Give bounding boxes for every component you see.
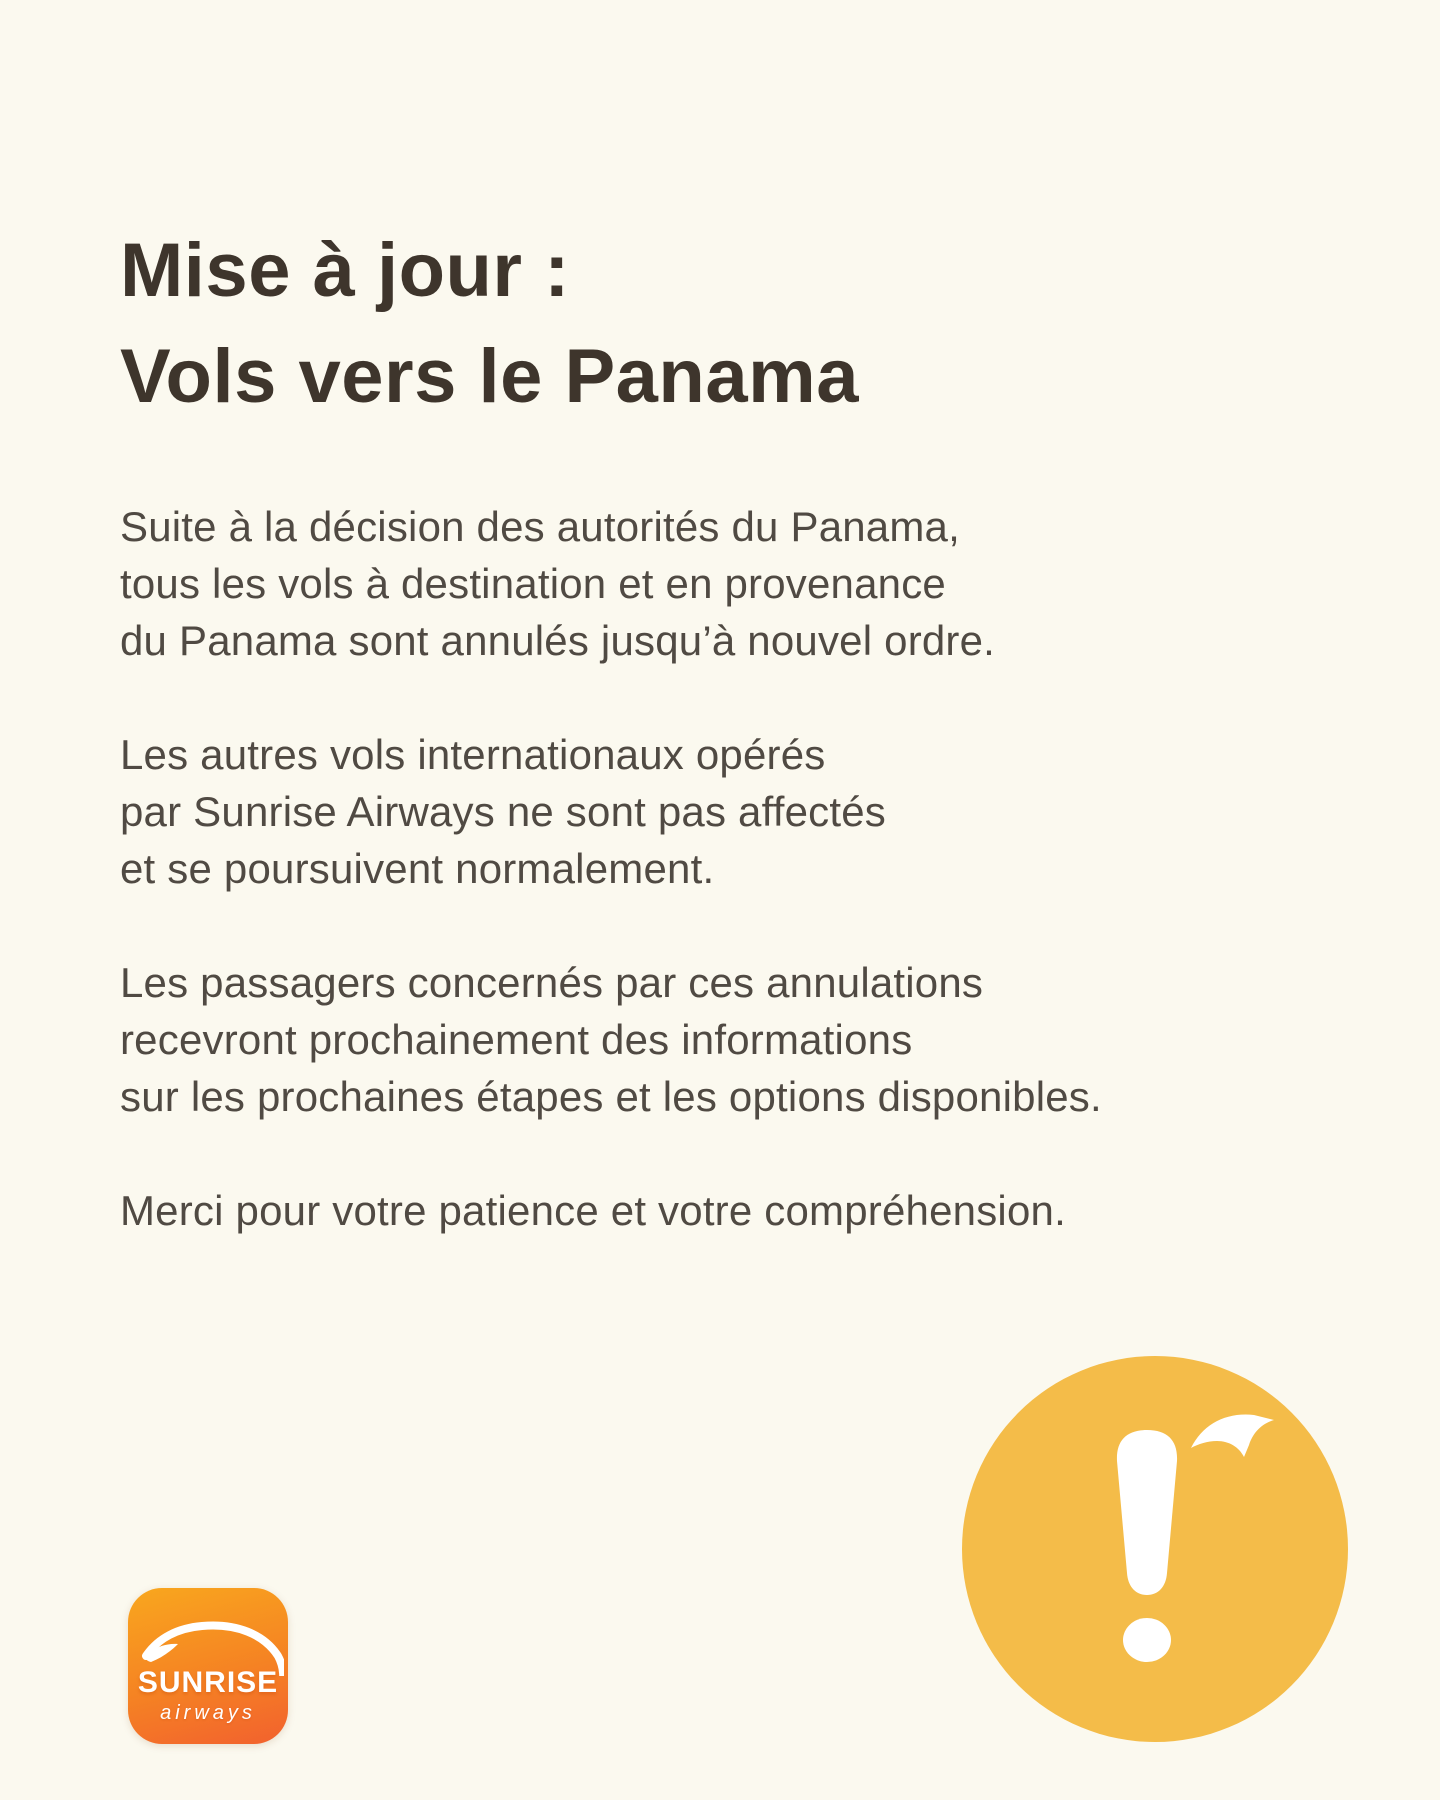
title-line-1: Mise à jour : bbox=[120, 228, 570, 313]
page-title bbox=[120, 218, 859, 430]
body-line: par Sunrise Airways ne sont pas affectés bbox=[120, 788, 886, 835]
body-line: Merci pour votre patience et votre compréhension. bbox=[120, 1187, 1066, 1234]
body-line: Les autres vols internationaux opérés bbox=[120, 731, 826, 778]
paragraph-thanks bbox=[120, 1182, 1102, 1239]
logo-brand-text: SUNRISE bbox=[137, 1666, 279, 1699]
title-line-2: Vols vers le Panama bbox=[120, 334, 859, 419]
exclamation-dot bbox=[1123, 1618, 1171, 1662]
paragraph-cancellation bbox=[120, 498, 1102, 669]
eagle-swoosh-icon bbox=[132, 1596, 284, 1676]
body-line: et se poursuivent normalement. bbox=[120, 845, 715, 892]
logo-sub-text: airways bbox=[160, 1702, 256, 1724]
alert-circle-icon bbox=[962, 1356, 1348, 1742]
body-line: tous les vols à destination et en provenance bbox=[120, 560, 946, 607]
alert-badge bbox=[962, 1356, 1348, 1742]
notice-body bbox=[120, 498, 1102, 1296]
logo-wordmark bbox=[128, 1666, 288, 1725]
body-line: sur les prochaines étapes et les options disponibles. bbox=[120, 1073, 1102, 1120]
paragraph-passengers bbox=[120, 954, 1102, 1125]
sunrise-airways-logo bbox=[128, 1588, 288, 1744]
body-line: Suite à la décision des autorités du Panama, bbox=[120, 503, 960, 550]
body-line: recevront prochainement des informations bbox=[120, 1016, 913, 1063]
body-line: Les passagers concernés par ces annulations bbox=[120, 959, 984, 1006]
paragraph-other-flights bbox=[120, 726, 1102, 897]
body-line: du Panama sont annulés jusqu’à nouvel ordre. bbox=[120, 617, 996, 664]
